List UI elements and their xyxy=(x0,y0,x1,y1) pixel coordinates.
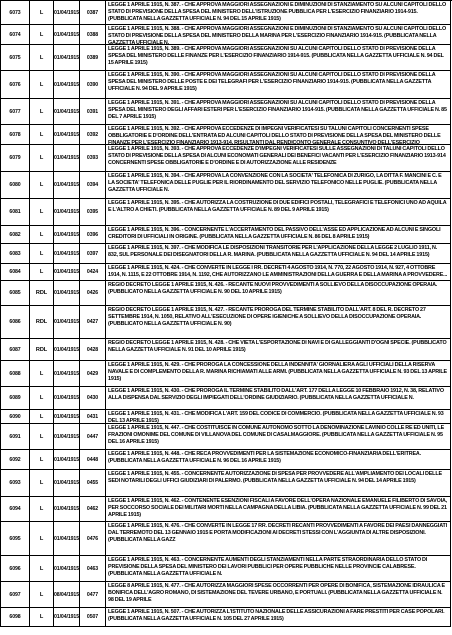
date: 01/04/1915 xyxy=(54,290,79,296)
page-cell xyxy=(79,281,105,306)
num: 6093 xyxy=(9,480,21,486)
page: 0462 xyxy=(86,506,99,512)
page: 0391 xyxy=(86,108,99,115)
table-row xyxy=(0,582,452,608)
table-row xyxy=(0,244,452,264)
page: 0392 xyxy=(86,131,99,138)
num: 6079 xyxy=(9,155,21,161)
page: 0447 xyxy=(86,433,99,440)
date-cell xyxy=(53,281,79,306)
date: 01/04/1915 xyxy=(54,9,79,16)
date: 01/04/1915 xyxy=(54,250,79,257)
type-cell xyxy=(29,361,53,387)
num: 6080 xyxy=(9,182,21,188)
desc-cell xyxy=(105,556,451,582)
date-cell xyxy=(53,226,79,244)
date-cell xyxy=(53,306,79,339)
page-cell xyxy=(79,306,105,339)
table-row xyxy=(0,450,452,470)
date: 01/04/1915 xyxy=(54,506,79,512)
num-cell xyxy=(0,281,29,306)
desc-cell xyxy=(105,497,451,522)
page-cell xyxy=(79,450,105,470)
desc: LEGGE 1 APRILE 1915, N. 395. - CHE AUTORIZZA LA COSTRUZIONE DI DUE EDIFICI POSTALI, TELEGRAFICI E TELEFONICI UNO AD AQUILA E L'ALTRO A CHIETI. (PUBBLICATA NELLA GAZZETTA UFFICIALE N. 89 DEL 9 APRILE 1915) xyxy=(108,200,447,213)
page-cell xyxy=(79,199,105,226)
desc: LEGGE 1 APRILE 1915, N. 397. - CHE MODIFICA LE DISPOSIZIONI TRANSITORIE PER L'APPLICAZIONE DELLA LEGGE 2 LUGLIO 1911, N. 832, SUL PERSONALE DEI DISEGNATORI DELLA R. MARINA. (PUBBLICATA NELLA GAZZETTA UFFICIALE N. 94 DEL 14 APRILE 1915) xyxy=(108,245,438,258)
table-row xyxy=(0,306,452,339)
date: 01/04/1915 xyxy=(54,231,79,238)
desc-cell xyxy=(105,387,451,410)
type-cell xyxy=(29,99,53,125)
num: 6091 xyxy=(9,433,21,440)
desc-cell xyxy=(105,424,451,450)
num: 6074 xyxy=(9,31,21,38)
desc-cell xyxy=(105,99,451,125)
num: 6095 xyxy=(9,535,21,542)
type-cell xyxy=(29,125,53,145)
date-cell xyxy=(53,424,79,450)
desc-cell xyxy=(105,145,451,172)
page-cell xyxy=(79,424,105,450)
desc: LEGGE 1 APRILE 1915, N. 455. - CONCERNENTE AUTORIZZAZIONE DI SPESA PER PROVVEDERE ALL'AMPLIAMENTO DEI LOCALI DELLE SEDI NOTARILI DEGLI UFFICI GIUDIZIARI DI PALERMO. (PUBBLICATA NELLA GAZZETTA UFFICIALE N. 94 DEL 14 APRILE 1915) xyxy=(108,471,442,484)
num-cell xyxy=(0,470,29,497)
table-row xyxy=(0,522,452,556)
table-row xyxy=(0,424,452,450)
page-cell xyxy=(79,226,105,244)
num-cell xyxy=(0,1,29,25)
date-cell xyxy=(53,25,79,45)
date: 01/04/1915 xyxy=(54,413,79,420)
table-row xyxy=(0,226,452,244)
desc: REGIO DECRETO LEGGE 1 APRILE 1915, N. 426. - RECANTE NUOVI PROVVEDIMENTI A SOLLIEVO DELLA DISOCCUPAZIONE OPERAIA. (PUBBLICATO NELLA GAZZETTA UFFICIALE N. 90 DEL 10 APRILE 1915) xyxy=(108,282,438,295)
type: L xyxy=(39,506,44,512)
page-cell xyxy=(79,71,105,99)
table-row xyxy=(0,264,452,281)
num-cell xyxy=(0,199,29,226)
date: 01/04/1915 xyxy=(54,81,79,88)
type: L xyxy=(39,433,44,440)
num: 6098 xyxy=(9,614,21,620)
type: L xyxy=(39,31,44,38)
page: 0507 xyxy=(86,614,99,620)
desc: LEGGE 1 APRILE 1915, N. 448. - CHE RECA PROVVEDIMENTI PER LA SISTEMAZIONE ECONOMICO-FINANZIARIA DELL'ERITREA. (PUBBLICATA NELLA GAZZETTA UFFICIALE N. 96 DEL 16 APRILE 1915) xyxy=(108,451,421,464)
table-row xyxy=(0,145,452,172)
desc: LEGGE 1 APRILE 1915, N. 424. - CHE CONVERTE IN LEGGE I RR. DECRETI 4 AGOSTO 1914, N. 770, 22 AGOSTO 1914, N. 927, 4 OTTOBRE 1914, N. 1115, E 22 OTTOBRE 1914, N. 1192, CHE AUTORIZZANO LE AMMINISTRAZIONI DELLA GUERRA E DELLA MARINA A PROVVEDERE... xyxy=(108,265,448,278)
num-cell xyxy=(0,99,29,125)
date: 01/04/1915 xyxy=(54,346,79,353)
desc: REGIO DECRETO LEGGE 1 APRILE 1915, N. 427. - RECANTE PROROGA DEL TERMINE STABILITO DALL'ART. 8 DEL R. DECRETO 27 SETTEMBRE 1914, N. 1050, RELATIVO ALL'ESECUZIONE DI OPERE IGIENICHE A SOLLIEVO DELLA DISOCCUPAZIONE OPERAIA. (PUBBLICATO NELLA GAZZETTA UFFICIALE N. 90) xyxy=(108,307,426,327)
num-cell xyxy=(0,522,29,556)
date-cell xyxy=(53,264,79,281)
desc: REGIO DECRETO LEGGE 1 APRILE 1915, N. 428. - CHE VIETA L'ESPORTAZIONE DI NAVI E DI GALLEGGIANTI D'OGNI SPECIE. (PUBBLICATO NELLA GAZZETTA UFFICIALE N. 91 DEL 10 APRILE 1915) xyxy=(108,340,447,353)
desc-cell xyxy=(105,264,451,281)
date: 01/04/1915 xyxy=(54,433,79,440)
type-cell xyxy=(29,264,53,281)
table-row xyxy=(0,281,452,306)
table-row xyxy=(0,361,452,387)
desc-cell xyxy=(105,410,451,424)
desc: LEGGE 1 APRILE 1915, N. 463. - CONCERNENTE AUMENTI DEGLI STANZIAMENTI NELLA PARTE STRAORDINARIA DELLO STATO DI PREVISIONE DELLA SPESA DEL MINISTERO DEI LAVORI PUBBLICI PER OPERE PUBBLICHE NELLE PROVINCIE CALABRESE. (PUBBLICATA NELLA GAZZETTA UFFICIALE N. xyxy=(108,557,428,577)
num-cell xyxy=(0,410,29,424)
page: 0463 xyxy=(86,565,99,572)
page: 0389 xyxy=(86,54,99,61)
type-cell xyxy=(29,45,53,71)
type-cell xyxy=(29,306,53,339)
type-cell xyxy=(29,226,53,244)
date: 01/04/1915 xyxy=(54,319,79,325)
desc-cell xyxy=(105,199,451,226)
type: L xyxy=(39,456,44,463)
page-cell xyxy=(79,361,105,387)
date: 01/04/1915 xyxy=(54,565,79,572)
page: 0431 xyxy=(86,413,99,420)
page-cell xyxy=(79,339,105,361)
num-cell xyxy=(0,497,29,522)
date-cell xyxy=(53,199,79,226)
date-cell xyxy=(53,244,79,264)
num-cell xyxy=(0,125,29,145)
type: L xyxy=(39,250,44,257)
page: 0424 xyxy=(86,269,99,275)
num: 6078 xyxy=(9,131,21,138)
type-cell xyxy=(29,172,53,199)
date-cell xyxy=(53,172,79,199)
date: 01/04/1915 xyxy=(54,31,79,38)
type: L xyxy=(39,209,44,215)
num-cell xyxy=(0,244,29,264)
page-cell xyxy=(79,608,105,627)
type: L xyxy=(39,565,44,572)
table-row xyxy=(0,25,452,45)
type-cell xyxy=(29,608,53,627)
date: 01/04/1915 xyxy=(54,269,79,275)
desc-cell xyxy=(105,522,451,556)
desc: LEGGE 1 APRILE 1915, N. 389. - CHE APPROVA MAGGIORI ASSEGNAZIONI SU ALCUNI CAPITOLI DELLO STATO DI PREVISIONE DELLA SPESA DEL MINISTERO DELLE FINANZE PER L'ESERCIZIO FINANZIARIO 1914-915. (PUBBLICATA NELLA GAZZETTA UFFICIALE N. 94 DEL 15 APRILE 1915) xyxy=(108,46,444,66)
desc-cell xyxy=(105,71,451,99)
num-cell xyxy=(0,264,29,281)
num-cell xyxy=(0,361,29,387)
date: 08/04/1915 xyxy=(54,591,79,598)
page: 0448 xyxy=(86,456,99,463)
page: 0395 xyxy=(86,209,99,215)
desc: LEGGE 1 APRILE 1915, N. 387. - CHE APPROVA MAGGIORI ASSEGNAZIONI E DIMINUZIONI DI STANZIAMENTO SU ALCUNI CAPITOLI DELLO STATO DI PREVISIONE DELLA SPESA DEL MINISTERO DELL'ISTRUZIONE PUBBLICA PER L'ESERCIZIO FINANZIARIO 1914-915. (PUBBLICATA NELLA GAZZETTA UFFICIALE N. 94 DEL 15 APRILE 1915) xyxy=(108,2,447,22)
table-row xyxy=(0,71,452,99)
page-cell xyxy=(79,387,105,410)
date-cell xyxy=(53,522,79,556)
num-cell xyxy=(0,25,29,45)
page-cell xyxy=(79,145,105,172)
table-row xyxy=(0,199,452,226)
desc-cell xyxy=(105,244,451,264)
page: 0394 xyxy=(86,182,99,188)
type: L xyxy=(39,108,44,115)
type-cell xyxy=(29,25,53,45)
desc: LEGGE 1 APRILE 1915, N. 476. - CHE CONVERTE IN LEGGE 17 RR. DECRETI RECANTI PROVVEDIMENTI A FAVORE DEI PAESI DANNEGGIATI DAL TERREMOTO DEL 13 GENNAIO 1915 E PORTA MODIFICAZIONI AI DECRETI STESSI CON L'AGGIUNTA DI ALTRE DISPOSIZIONI. (PUBBLICATA NELLA GAZZ xyxy=(108,523,448,543)
num-cell xyxy=(0,306,29,339)
desc-cell xyxy=(105,361,451,387)
page: 0390 xyxy=(86,81,99,88)
desc: LEGGE 1 APRILE 1915, N. 392. - CHE APPROVA ECCEDENZE DI IMPEGNI VERIFICATESI SU TALUNI CAPITOLI CONCERNENTI SPESE OBBLIGATORIE E D'ORDINE DELL'ENTRATA ED ALCUNI CAPITOLI DELLO STATO DI PREVISIONE DELLA SPESA DEL MINISTERO DELLE FINANZE PER L'ESERCIZIO FINANZIARIO 1913-914, RISULTANTI DAL RENDICONTO GENERALE CONSUNTIVO DELL'ESERCIZIO xyxy=(108,126,441,145)
num-cell xyxy=(0,226,29,244)
type-cell xyxy=(29,339,53,361)
num: 6081 xyxy=(9,209,21,215)
page-cell xyxy=(79,45,105,71)
desc: LEGGE 1 APRILE 1915, N. 431. - CHE MODIFICA L'ART. 159 DEL CODICE DI COMMERCIO. (PUBBLICATA NELLA GAZZETTA UFFICIALE N. 93 DEL 13 APRILE 1915) xyxy=(108,411,444,424)
page: 0427 xyxy=(86,319,99,325)
page: 0476 xyxy=(86,535,99,542)
page: 0393 xyxy=(86,155,99,161)
type: RDL xyxy=(35,346,48,353)
date-cell xyxy=(53,497,79,522)
date: 01/04/1915 xyxy=(54,614,79,620)
date-cell xyxy=(53,361,79,387)
table-row xyxy=(0,125,452,145)
type: L xyxy=(39,591,44,598)
num: 6083 xyxy=(9,250,21,257)
table-row xyxy=(0,172,452,199)
type: L xyxy=(39,155,44,161)
num-cell xyxy=(0,608,29,627)
type: L xyxy=(39,370,44,377)
page-cell xyxy=(79,522,105,556)
page-cell xyxy=(79,582,105,608)
num-cell xyxy=(0,556,29,582)
date: 01/04/1915 xyxy=(54,131,79,138)
desc: LEGGE 1 APRILE 1915, N. 391. - CHE APPROVA MAGGIORI ASSEGNAZIONI SU ALCUNI CAPITOLI DELLO STATO DI PREVISIONE DELLA SPESA DEL MINISTERO DEGLI AFFARI ESTERI PER L'ESERCIZIO FINANZIARIO 1914-915. (PUBBLICATA NELLA GAZZETTA UFFICIALE N. 85 DEL 7 APRILE 1915) xyxy=(108,100,447,120)
table-row xyxy=(0,410,452,424)
type: L xyxy=(39,535,44,542)
desc: LEGGE 1 APRILE 1915, N. 394. - CHE APPROVA LA CONVENZIONE CON LA SOCIETA' TELEFONICA DI ZURIGO, LA DITTA F. MANCINI E C. E LA SOCIETA' TELEFONICA DELLE PUGLIE PER IL RIORDINAMENTO DEL SERVIZIO TELEFONICO NELLE PUGLIE. (PUBBLICATA NELLA GAZZETTA UFFICIALE N. xyxy=(108,173,442,193)
page-cell xyxy=(79,244,105,264)
page-cell xyxy=(79,497,105,522)
num: 6090 xyxy=(9,413,21,420)
num: 6092 xyxy=(9,456,21,463)
type-cell xyxy=(29,281,53,306)
page-cell xyxy=(79,1,105,25)
table-row xyxy=(0,99,452,125)
desc-cell xyxy=(105,281,451,306)
desc-cell xyxy=(105,45,451,71)
type: L xyxy=(39,9,44,16)
num-cell xyxy=(0,387,29,410)
date-cell xyxy=(53,470,79,497)
num-cell xyxy=(0,45,29,71)
page-cell xyxy=(79,470,105,497)
num-cell xyxy=(0,145,29,172)
num-cell xyxy=(0,339,29,361)
table-row xyxy=(0,1,452,25)
num: 6087 xyxy=(9,346,21,353)
num-cell xyxy=(0,582,29,608)
page-cell xyxy=(79,264,105,281)
type-cell xyxy=(29,522,53,556)
type-cell xyxy=(29,145,53,172)
desc-cell xyxy=(105,172,451,199)
page: 0388 xyxy=(86,31,99,38)
type-cell xyxy=(29,71,53,99)
type: L xyxy=(39,395,44,401)
type: L xyxy=(39,480,44,486)
date: 01/04/1915 xyxy=(54,370,79,377)
desc: LEGGE 1 APRILE 1915, N. 390. - CHE APPROVA MAGGIORI ASSEGNAZIONI SU ALCUNI CAPITOLI DELLO STATO DI PREVISIONE DELLA SPESA DEL MINISTERO DELLE POSTE E DEI TELEGRAFI PER L'ESERCIZIO FINANZIARIO 1914-915. (PUBBLICATA NELLA GAZZETTA UFFICIALE N. 94 DEL 9 APRILE 1915) xyxy=(108,72,436,92)
table-row xyxy=(0,497,452,522)
num: 6088 xyxy=(9,370,21,377)
type-cell xyxy=(29,582,53,608)
desc-cell xyxy=(105,306,451,339)
table-row xyxy=(0,556,452,582)
date: 01/04/1915 xyxy=(54,535,79,542)
type-cell xyxy=(29,244,53,264)
date-cell xyxy=(53,608,79,627)
type: L xyxy=(39,614,44,620)
num: 6089 xyxy=(9,395,21,401)
type-cell xyxy=(29,1,53,25)
page: 0387 xyxy=(86,9,99,16)
page-cell xyxy=(79,25,105,45)
date: 01/04/1915 xyxy=(54,155,79,161)
page-cell xyxy=(79,172,105,199)
date-cell xyxy=(53,99,79,125)
date: 01/04/1915 xyxy=(54,480,79,486)
type: L xyxy=(39,413,44,420)
num-cell xyxy=(0,71,29,99)
type: L xyxy=(39,81,44,88)
date-cell xyxy=(53,387,79,410)
desc: LEGGE 1 APRILE 1915, N. 507. - CHE AUTORIZZA L'ISTITUTO NAZIONALE DELLE ASSICURAZIONI A FARE PRESTITI PER CASE POPOLARI. (PUBBLICATA NELLA GAZZETTA UFFICIALE N. 105 DEL 27 APRILE 1915) xyxy=(108,609,445,622)
date-cell xyxy=(53,125,79,145)
num: 6096 xyxy=(9,565,21,572)
page: 0396 xyxy=(86,231,99,238)
desc: LEGGE 1 APRILE 1915, N. 396. - CONCERNENTE L'ACCERTAMENTO DEL PASSIVO DELL'ASSE ED APPLICAZIONE AD ALCUNI E SINGOLI CREDITORI DI UFFICIALI IN ORIGINE. (PUBBLICATA NELLA GAZZETTA UFFICIALE N. 86 DEL 8 APRILE 1915) xyxy=(108,227,441,240)
type: L xyxy=(39,54,44,61)
desc-cell xyxy=(105,470,451,497)
desc-cell xyxy=(105,25,451,45)
num: 6094 xyxy=(9,506,21,512)
date-cell xyxy=(53,450,79,470)
type: RDL xyxy=(35,290,48,296)
page: 0397 xyxy=(86,250,99,257)
page: 0477 xyxy=(86,591,99,598)
table-row xyxy=(0,470,452,497)
date: 01/04/1915 xyxy=(54,395,79,401)
desc-cell xyxy=(105,1,451,25)
page: 0430 xyxy=(86,395,99,401)
date-cell xyxy=(53,582,79,608)
page-cell xyxy=(79,125,105,145)
num: 6086 xyxy=(9,319,21,325)
num: 6077 xyxy=(9,108,21,115)
type: RDL xyxy=(35,319,48,325)
num: 6075 xyxy=(9,54,21,61)
date-cell xyxy=(53,45,79,71)
date: 01/04/1915 xyxy=(54,108,79,115)
desc: LEGGE 1 APRILE 1915, N. 462. - CONTENENTE ESENZIONI FISCALI A FAVORE DELL'OPERA NAZIONALE EMANUELE FILIBERTO DI SAVOIA, PER SOCCORSO SOCIALE DEI MILITARI MORTI NELLA CAMPAGNA DELLA LIBIA. (PUBBLICATA NELLA GAZZETTA UFFICIALE N. 99 DEL 21 APRILE 1915) xyxy=(108,498,448,518)
date-cell xyxy=(53,1,79,25)
desc-cell xyxy=(105,226,451,244)
date-cell xyxy=(53,410,79,424)
desc: LEGGE 8 APRILE 1915, N. 477. - CHE AUTORIZZA MAGGIORI SPESE OCCORRENTI PER OPERE DI BONIFICA, SISTEMAZIONE IDRAULICA E BONIFICA DELL'AGRO ROMANO, DI SISTEMAZIONE DEL TEVERE URBANO, E PORTUALI. (PUBBLICATA NELLA GAZZETTA UFFICIALE N. 98 DEL 19 APRILE xyxy=(108,583,445,603)
desc-cell xyxy=(105,608,451,627)
page: 0429 xyxy=(86,370,99,377)
num-cell xyxy=(0,172,29,199)
date: 01/04/1915 xyxy=(54,54,79,61)
date-cell xyxy=(53,71,79,99)
type: L xyxy=(39,182,44,188)
desc: LEGGE 1 APRILE 1915, N. 429. - CHE PROROGA LA CONCESSIONE DELLA INDENNITA' GIORNALIERA AGLI UFFICIALI DELLA RISERVA NAVALE E DI COMPLEMENTO DELLA R. MARINA RICHIAMATI ALLE ARMI. (PUBBLICATA NELLA GAZZETTA UFFICIALE N. 93 DEL 13 APRILE 1915) xyxy=(108,362,447,382)
type: L xyxy=(39,231,44,238)
page-cell xyxy=(79,410,105,424)
type: L xyxy=(39,131,44,138)
date: 01/04/1915 xyxy=(54,209,79,215)
type-cell xyxy=(29,199,53,226)
type-cell xyxy=(29,387,53,410)
num-cell xyxy=(0,424,29,450)
type-cell xyxy=(29,497,53,522)
desc-cell xyxy=(105,125,451,145)
date-cell xyxy=(53,339,79,361)
desc: LEGGE 1 APRILE 1915, N. 447. - CHE COSTITUISCE IN COMUNE AUTONOMO SOTTO LA DENOMINAZIONE LAVINIO COLLE RE ED UNITI, LE FRAZIONI OMONIME DEL COMUNE DI VILLANOVA DEL COMUNE DI CASALMAGGIORE. (PUBBLICATA NELLA GAZZETTA UFFICIALE N. 95 DEL 16 APRILE 1915) xyxy=(108,425,445,445)
type-cell xyxy=(29,450,53,470)
desc: LEGGE 1 APRILE 1915, N. 393. - CHE APPROVA ECCEDENZE D'IMPEGNI VERIFICATESI SULLE ASSEGNAZIONI DI TALUNI CAPITOLI DELLO STATO DI PREVISIONE DELLA SPESA DI ALCUNI ECONOMATI GENERALI DEI BENEFICI VACANTI PER L'ESERCIZIO FINANZIARIO 1913-914 CONCERNENTI SPESE OBBLIGATORIE E D'ORDINE E DI AUTORIZZAZIONE ALLE RESIDENZE xyxy=(108,146,446,166)
num: 6073 xyxy=(9,9,21,16)
page-cell xyxy=(79,99,105,125)
desc-cell xyxy=(105,339,451,361)
page: 0428 xyxy=(86,346,99,353)
num: 6097 xyxy=(9,591,21,598)
num: 6082 xyxy=(9,231,21,238)
table-row xyxy=(0,339,452,361)
type-cell xyxy=(29,410,53,424)
page: 0455 xyxy=(86,480,99,486)
type: L xyxy=(39,269,44,275)
type-cell xyxy=(29,556,53,582)
desc: LEGGE 1 APRILE 1915, N. 430. - CHE PROROGA IL TERMINE STABILITO DALL'ART. 177 DELLA LEGGE 10 FEBBRAIO 1912, N. 38, RELATIVO ALLA DISPENSA DAL SERVIZIO DEGLI IMPIEGATI DELL'ORDINE GIUDIZIARIO. (PUBBLICATA NELLA GAZZETTA UFFICIALE N. xyxy=(108,388,444,401)
date-cell xyxy=(53,556,79,582)
desc-cell xyxy=(105,450,451,470)
desc: LEGGE 1 APRILE 1915, N. 388. - CHE APPROVA MAGGIORI ASSEGNAZIONI E DIMINUZIONI DI STANZIAMENTO SU ALCUNI CAPITOLI DELLO STATO DI PREVISIONE DELLA SPESA DEL MINISTERO DELLA MARINA PER L'ESERCIZIO FINANZIARIO 1914-915. (PUBBLICATA NELLA GAZZETTA UFFICIALE N. xyxy=(108,26,447,45)
num: 6084 xyxy=(9,269,21,275)
num: 6085 xyxy=(9,290,21,296)
date-cell xyxy=(53,145,79,172)
date: 01/04/1915 xyxy=(54,182,79,188)
date: 01/04/1915 xyxy=(54,456,79,463)
type-cell xyxy=(29,424,53,450)
table-row xyxy=(0,608,452,627)
table-row xyxy=(0,45,452,71)
page: 0426 xyxy=(86,290,99,296)
num: 6076 xyxy=(9,81,21,88)
page-cell xyxy=(79,556,105,582)
num-cell xyxy=(0,450,29,470)
table-row xyxy=(0,387,452,410)
type-cell xyxy=(29,470,53,497)
desc-cell xyxy=(105,582,451,608)
